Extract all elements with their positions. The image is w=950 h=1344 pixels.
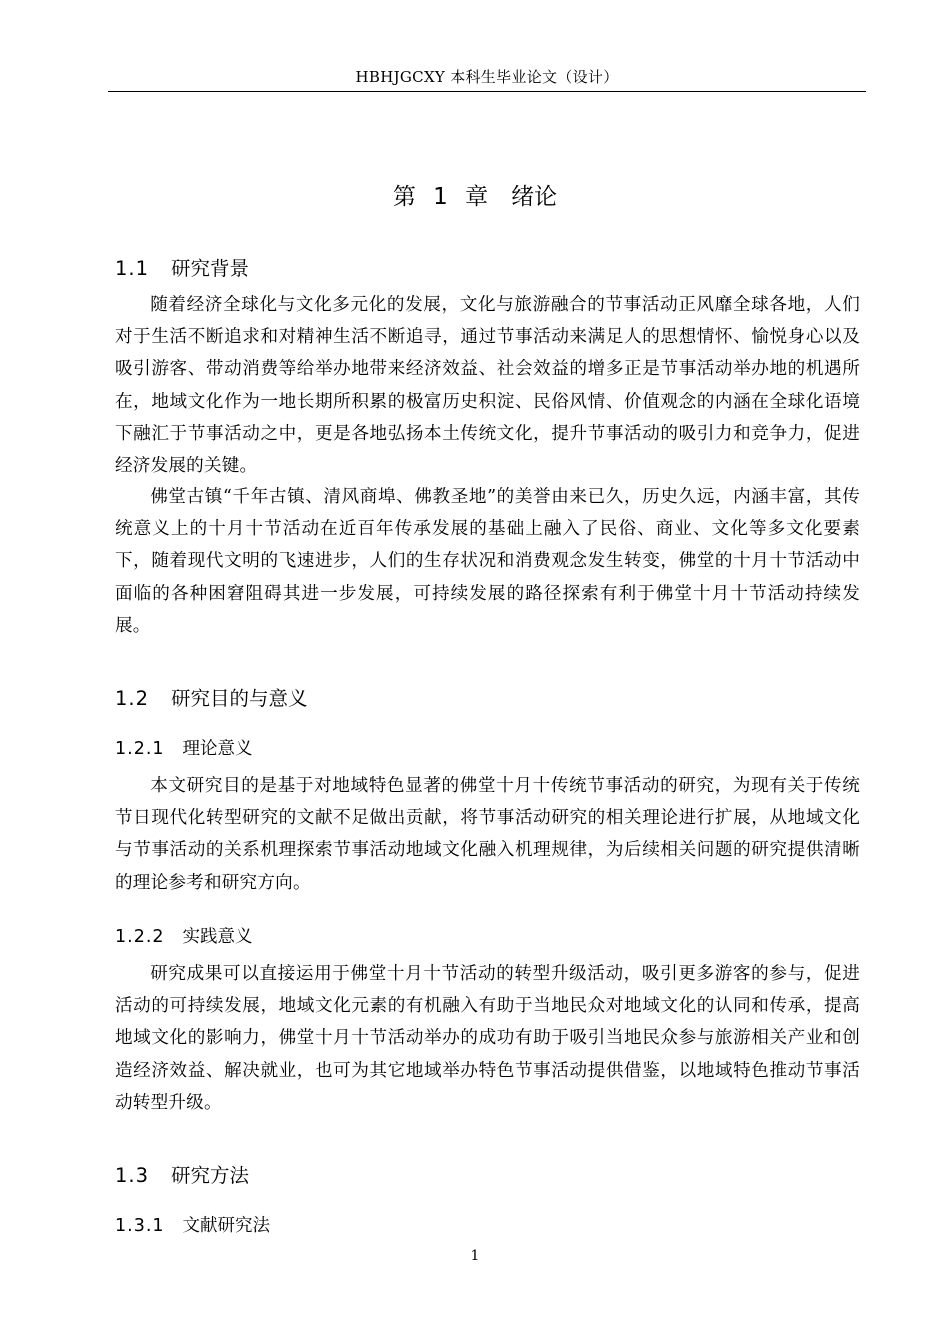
paragraph-practice: 研究成果可以直接运用于佛堂十月十节活动的转型升级活动，吸引更多游客的参与，促进活动的可持续发展，地域文化元素的有机融入有助于当地民众对地域文化的认同和传承，提高地域文化的影响力，佛堂十月十节活动举办的成功有助于吸引当地民众参与旅游相关产业和创造经济效益、解决就业，也可为其它地域举办特色节事活动提供借鉴，以地域特色推动节事活动转型升级。 <box>115 964 860 1113</box>
subsection-heading-1-3-1 <box>115 1212 270 1237</box>
section-heading-1-3 <box>115 1160 249 1188</box>
paragraph-background-1: 随着经济全球化与文化多元化的发展，文化与旅游融合的节事活动正风靡全球各地，人们对于生活不断追求和对精神生活不断追寻，通过节事活动来满足人的思想情怀、愉悦身心以及吸引游客、带动消费等给举办地带来经济效益、社会效益的增多正是节事活动举办地的机遇所在，地域文化作为一地长期所积累的极富历史积淀、民俗风情、价值观念的内涵在全球化语境下融汇于节事活动之中，更是各地弘扬本土传统文化，提升节事活动的吸引力和竞争力，促进经济发展的关键。 <box>115 295 860 477</box>
page-number: 1 <box>470 1248 480 1264</box>
subsection-heading-1-2-2 <box>115 923 253 948</box>
section-number: 1.3 <box>115 1164 150 1187</box>
subsection-title: 实践意义 <box>182 927 253 947</box>
running-header: HBHJGCXY 本科生毕业论文（设计） <box>355 68 619 86</box>
subsection-heading-1-2-1 <box>115 735 253 760</box>
paragraph-background-2: 佛堂古镇“千年古镇、清风商埠、佛教圣地”的美誉由来已久，历史久远，内涵丰富，其传统意义上的十月十节活动在近百年传承发展的基础上融入了民俗、商业、文化等多文化要素下，随着现代文明的飞速进步，人们的生存状况和消费观念发生转变，佛堂的十月十节活动中面临的各种困窘阻碍其进一步发展，可持续发展的路径探索有利于佛堂十月十节活动持续发展。 <box>115 487 860 636</box>
subsection-number: 1.2.1 <box>115 739 165 759</box>
section-heading-1-1 <box>115 253 249 281</box>
subsection-title: 理论意义 <box>182 739 253 759</box>
header-rule <box>108 91 866 92</box>
chapter-title: 第 1 章 绪论 <box>392 184 558 210</box>
section-title: 研究方法 <box>171 1164 250 1187</box>
section-title: 研究目的与意义 <box>171 687 308 710</box>
paragraph-theory: 本文研究目的是基于对地域特色显著的佛堂十月十传统节事活动的研究，为现有关于传统节日现代化转型研究的文献不足做出贡献，将节事活动研究的相关理论进行扩展，从地域文化与节事活动的关系机理探索节事活动地域文化融入机理规律，为后续相关问题的研究提供清晰的理论参考和研究方向。 <box>115 776 860 893</box>
subsection-number: 1.3.1 <box>115 1216 165 1236</box>
section-number: 1.2 <box>115 687 150 710</box>
subsection-number: 1.2.2 <box>115 927 165 947</box>
subsection-title: 文献研究法 <box>182 1216 271 1236</box>
section-title: 研究背景 <box>171 257 250 280</box>
section-number: 1.1 <box>115 257 150 280</box>
section-heading-1-2 <box>115 683 308 711</box>
